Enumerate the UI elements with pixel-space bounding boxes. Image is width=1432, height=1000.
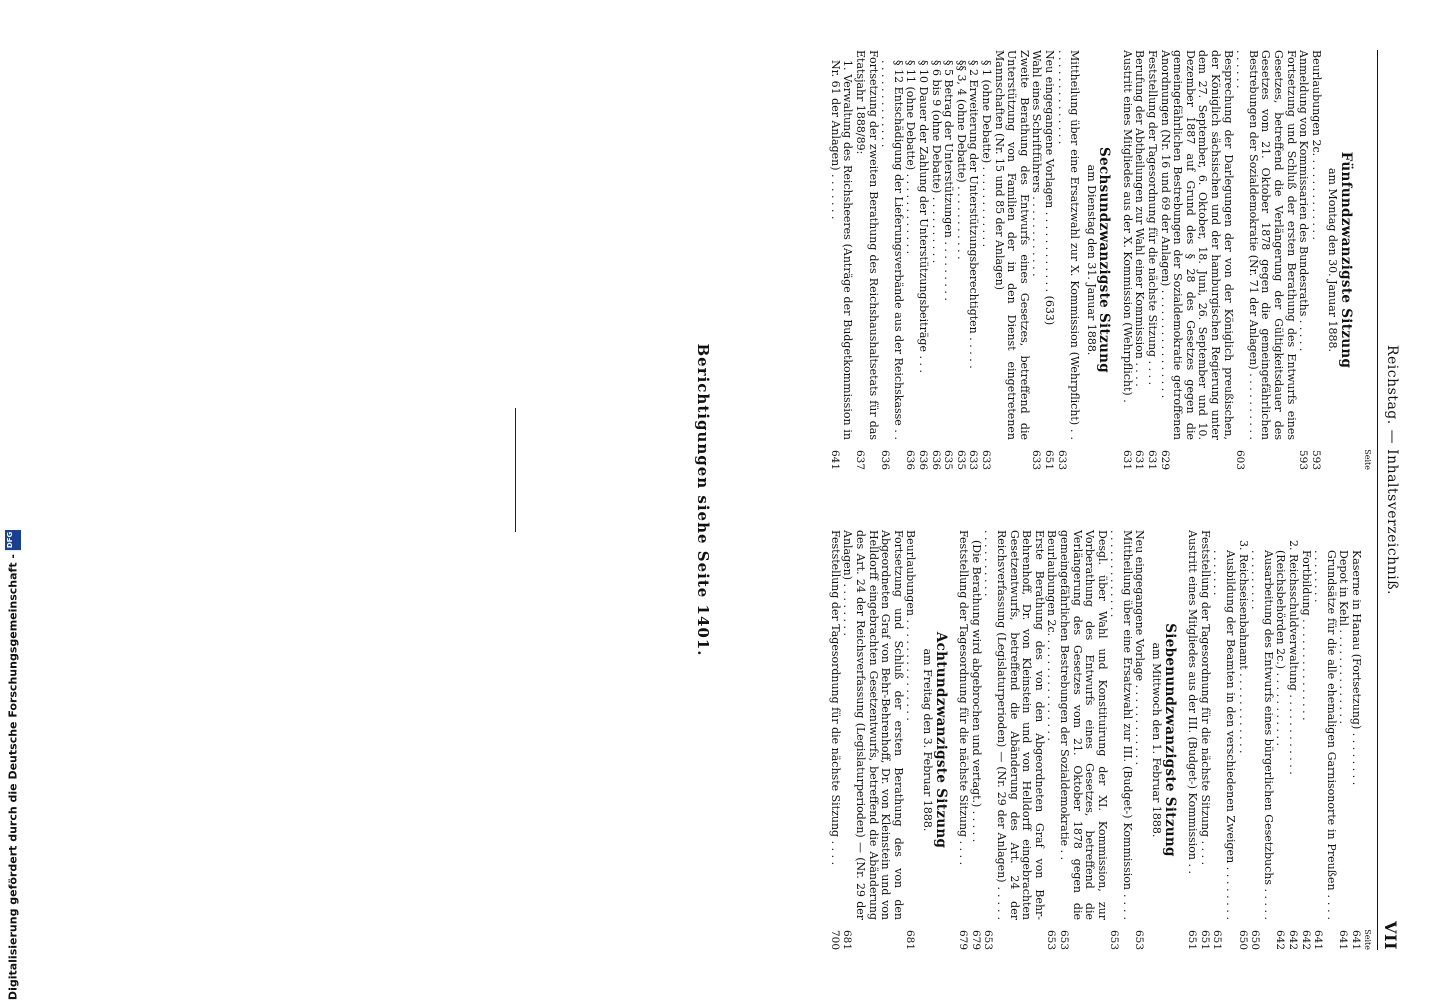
toc-entry xyxy=(992,50,1030,470)
entry-page-number: 653 xyxy=(1133,929,1146,950)
entry-text: § 10 Dauer der Zahlung der Unterstützungsbeiträge . . . xyxy=(917,60,930,373)
entry-text: (Die Berathung wird abgebrochen und vertagt.) . . . . . xyxy=(969,540,983,843)
toc-entry xyxy=(828,530,841,950)
entry-page-number: 679 xyxy=(957,929,970,950)
toc-entry xyxy=(841,530,904,950)
toc-entry xyxy=(967,50,980,470)
entry-page-number: 651 xyxy=(1186,929,1199,950)
entry-page-number: 633 xyxy=(1055,449,1068,470)
toc-entry xyxy=(1309,50,1322,470)
entry-page-number: 642 xyxy=(1299,929,1312,950)
page-numeral: VII xyxy=(1381,921,1400,950)
toc-entry xyxy=(904,530,917,950)
entry-page-number: 593 xyxy=(1309,449,1322,470)
berichtigungen-note: Berichtigungen siehe Seite 1401. xyxy=(694,343,712,657)
entry-text: Berufung der Abtheilungen zur Wahl einer Kommission . . . . xyxy=(1133,50,1147,387)
toc-entry xyxy=(957,530,970,950)
toc-entry xyxy=(1045,530,1058,950)
entry-text: Wahl eines Schriftführers . . . . . . . . . . . . xyxy=(1030,50,1044,277)
toc-entry xyxy=(1146,50,1159,470)
running-title: Reichstag. — Inhaltsverzeichniß. xyxy=(1384,344,1400,595)
entry-text: Kaserne in Hanau (Fortsetzung) . . . . . . . . xyxy=(1350,550,1363,786)
toc-entry xyxy=(1211,530,1236,950)
entry-text: Austritt eines Mitgliedes aus der III. (Budget-) Kommission . . xyxy=(1186,530,1200,874)
entry-page-number: 651 xyxy=(1042,449,1055,470)
toc-entry xyxy=(1133,530,1146,950)
entry-text: § 11 (ohne Debatte) . . . . . . . . . . . . xyxy=(904,60,918,255)
entry-text: § 1 (ohne Debatte) . . . . . . . . . . . . xyxy=(979,60,993,248)
entry-page-number: 653 xyxy=(1045,929,1058,950)
toc-entry xyxy=(1108,530,1133,950)
left-column xyxy=(828,50,1372,470)
entry-text: Mittheilung über eine Ersatzwahl zur III. (Budget-) Kommission . . . . . . . . . . . . . . . . . xyxy=(1108,530,1134,920)
entry-text: Beurlaubungen 2c. . . . . . . . . . . . . xyxy=(1309,50,1323,241)
entry-text: Depot in Kehl . . . . . . . . . . . . . . xyxy=(1337,550,1351,724)
entry-text: Anmeldung von Kommissarien des Bundesraths . . . . . xyxy=(1297,50,1311,352)
footer-text: Digitalisierung gefördert durch die Deutsche Forschungsgemeinschaft - xyxy=(6,553,20,1000)
spacer xyxy=(1356,50,1362,470)
entry-text: Neu eingegangene Vorlage . . . . . . . . . . . . xyxy=(1133,530,1147,766)
session-date: am Freitag den 3. Februar 1888. xyxy=(921,648,934,832)
entry-text: Grundsätze für die alle ehemaligen Garnisonorte in Preußen . . . . . . . . . . . . xyxy=(1312,550,1338,920)
digitization-footer xyxy=(0,0,26,1000)
toc-entry xyxy=(969,530,982,950)
entry-text: Feststellung der Tagesordnung für die nächste Sitzung . . . . xyxy=(1198,530,1212,866)
entry-text: 1. Verwaltung des Reichsheeres (Anträge der Budgetkommission in Nr. 61 der Anlagen) . . . . . . . xyxy=(828,60,855,440)
toc-entry xyxy=(1297,50,1310,470)
entry-text: § 6 bis 9 (ohne Debatte) . . . . . . . . . . xyxy=(929,60,943,264)
entry-text: Austritt eines Mitgliedes aus der X. Kommission (Wehrpflicht) . xyxy=(1120,50,1134,403)
entry-page-number: 631 xyxy=(1133,449,1146,470)
entry-page-number: 593 xyxy=(1297,449,1310,470)
entry-text: Feststellung der Tagesordnung für die nächste Sitzung . . . . xyxy=(957,530,971,866)
entry-page-number: 642 xyxy=(1274,929,1287,950)
toc-entry xyxy=(1158,50,1234,470)
entry-page-number: 636 xyxy=(879,449,892,470)
entry-page-number: 681 xyxy=(841,929,854,950)
right-column xyxy=(828,530,1372,950)
seite-label: Seite xyxy=(1363,449,1372,470)
entry-page-number: 641 xyxy=(828,449,841,470)
entry-text: Fortsetzung und Schluß der ersten Berathung des Entwurfs eines Gesetzes, betreffend die Verlängerung der Gültigkeitsdauer des Gesetzes vom 21. Oktober 1878 gegen die gemeingefährlichen Bestrebungen der Sozialdemokratie (Nr. 71 der Anlagen) . . . . . . . . . . . . . . . . xyxy=(1234,50,1298,440)
toc-entry xyxy=(1236,530,1249,950)
entry-page-number: 635 xyxy=(942,449,955,470)
entry-text: § 5 Betrag der Unterstützungen . . . . . . . . . xyxy=(942,60,956,301)
entry-page-number: 631 xyxy=(1120,449,1133,470)
entry-text: Ausbildung der Beamten in den verschiedenen Zweigen . . . . . . . . . . . . . . . xyxy=(1211,550,1238,920)
toc-entry xyxy=(1286,530,1299,950)
entry-text: Ausarbeitung des Entwurfs eines bürgerlichen Gesetzbuchs . . . . . . . . . . . . . . xyxy=(1249,550,1275,920)
entry-page-number: 653 xyxy=(982,929,995,950)
toc-entry xyxy=(1186,530,1199,950)
toc-entry xyxy=(929,50,942,470)
entry-text: Neu eingegangene Vorlagen . . . . . . . . . . . . (633) xyxy=(1042,50,1056,326)
dfg-logo-icon: DFG xyxy=(5,530,21,550)
entry-text: §§ 3, 4 (ohne Debatte) . . . . . . . . . . . xyxy=(954,60,968,260)
toc-entry xyxy=(853,50,878,470)
toc-entry xyxy=(1274,530,1287,950)
entry-page-number: 636 xyxy=(904,449,917,470)
toc-entry xyxy=(1337,530,1350,950)
session-title: Siebenundzwanzigste Sitzung xyxy=(1161,623,1178,857)
entry-page-number: 633 xyxy=(967,449,980,470)
entry-text: 3. Reichseisenbahnamt . . . . . . . . . . . . xyxy=(1236,540,1250,754)
entry-page-number: 636 xyxy=(929,449,942,470)
toc-entry xyxy=(828,50,853,470)
center-divider xyxy=(515,408,516,532)
entry-page-number: 681 xyxy=(904,929,917,950)
entry-page-number: 603 xyxy=(1234,449,1247,470)
entry-text: Fortsetzung und Schluß der ersten Berathung des von den Abgeordneten Graf von Behr-Behrenhoff, Dr. von Kleinstein und von Helldorff eingebrachten Gesetzentwurfs, betreffend die Abänderung des Art. 24 der Reichsverfassung (Legislaturperioden) — (Nr. 29 der Anlagen) . . . . . . . . xyxy=(841,530,905,920)
entry-text: Besprechung der Darlegungen der von der Königlich preußischen, der Königlich sächsischen und der hamburgischen Regierung unter dem 27. September, 6. Oktober, 18. Juni, 26. September und 10. Dezember 1887 auf Grund des § 28 des Gesetzes gegen die gemeingefährlichen Bestrebungen der Sozialdemokratie getroffenen Anordnungen (Nr. 16 und 69 der Anlagen) . . . . . . . . . . . . . . . . xyxy=(1158,50,1235,440)
session-date: am Dienstag den 31. Januar 1888. xyxy=(1084,164,1098,356)
entry-text: Feststellung der Tagesordnung für die nächste Sitzung . . . . xyxy=(828,530,842,866)
toc-entry xyxy=(1042,50,1055,470)
toc-entry xyxy=(1055,50,1080,470)
entry-page-number: 629 xyxy=(1158,449,1171,470)
entry-page-number: 633 xyxy=(1030,449,1043,470)
rotated-page xyxy=(657,50,1402,950)
entry-text: Fortsetzung der zweiten Berathung des Reichshaushaltsetats für das Etatsjahr 1888/89: xyxy=(854,50,880,440)
entry-page-number: 679 xyxy=(969,929,982,950)
entry-text: Feststellung der Tagesordnung für die nächste Sitzung . . . . xyxy=(1146,50,1160,386)
entry-text: (Reichsbehörden 2c.) . . . . . . . . . . . xyxy=(1274,550,1288,747)
entry-text: Beurlaubungen . . . . . . . . . . . . . . . xyxy=(904,530,918,721)
session-date: am Montag den 30. Januar 1888. xyxy=(1326,167,1340,353)
session-title: Fünfundzwanzigste Sitzung xyxy=(1338,151,1354,369)
entry-page-number: 641 xyxy=(1337,929,1350,950)
entry-text: Fortbildung . . . . . . . . . . . . . . . xyxy=(1299,550,1313,721)
session-title: Achtundzwanzigste Sitzung xyxy=(932,631,949,849)
toc-entry xyxy=(1349,530,1362,950)
toc-entry xyxy=(904,50,917,470)
toc-entry xyxy=(1120,50,1133,470)
toc-entry xyxy=(979,50,992,470)
entry-page-number: 650 xyxy=(1236,929,1249,950)
toc-entry xyxy=(916,50,929,470)
toc-entry xyxy=(982,530,1045,950)
entry-page-number: 641 xyxy=(1350,929,1362,950)
entry-text: Desgl. über Wahl und Konstituirung der XI. Kommission, zur Vorberathung des Entwurfs eines Gesetzes, betreffend die Verlängerung des Gesetzes vom 21. Oktober 1878 gegen die gemeingefährlichen Bestrebungen der Sozialdemokratie . . xyxy=(1057,530,1109,920)
toc-entry xyxy=(942,50,955,470)
entry-text: 2. Reichsschuldverwaltung . . . . . . . . . . . . xyxy=(1287,540,1301,775)
entry-page-number: 637 xyxy=(854,449,867,470)
toc-entry xyxy=(1249,530,1274,950)
entry-page-number: 653 xyxy=(1057,929,1070,950)
session-date: am Mittwoch den 1. Februar 1888. xyxy=(1150,642,1164,838)
entry-page-number: 651 xyxy=(1198,929,1211,950)
page-header xyxy=(1377,50,1402,950)
entry-page-number: 641 xyxy=(1312,929,1325,950)
entry-page-number: 700 xyxy=(828,929,841,950)
toc-entry xyxy=(1030,50,1043,470)
entry-text: Beurlaubungen 2c. . . . . . . . . . . . . . . . xyxy=(1045,530,1059,741)
session-title: Sechsundzwanzigste Sitzung xyxy=(1096,147,1113,373)
entry-text: § 2 Erweiterung der Unterstützungsberechtigten . . . . . xyxy=(967,60,981,369)
seite-label: Seite xyxy=(1363,929,1372,950)
toc-entry xyxy=(1057,530,1107,950)
toc-entry xyxy=(1234,50,1297,470)
toc-entry xyxy=(879,50,904,470)
entry-page-number: 653 xyxy=(1108,929,1121,950)
toc-entry xyxy=(1198,530,1211,950)
entry-page-number: 631 xyxy=(1146,449,1159,470)
toc-entry xyxy=(954,50,967,470)
entry-text: § 12 Entschädigung der Lieferungsverbände aus der Reichskasse . . . . . . . . . . . . . . . xyxy=(879,60,905,440)
entry-text: Mittheilung über eine Ersatzwahl zur X. Kommission (Wehrpflicht) . . . . . . . . . . . . . . . . xyxy=(1055,50,1082,440)
toc-entry xyxy=(1312,530,1337,950)
entry-page-number: 642 xyxy=(1287,929,1300,950)
entry-page-number: 635 xyxy=(954,449,967,470)
entry-page-number: 650 xyxy=(1249,929,1262,950)
entry-text: Erste Berathung des von den Abgeordneten Graf von Behr-Behrenhoff, Dr. von Kleinstein und von Helldorff eingebrachten Gesetzentwurfs, betreffend die Abänderung des Art. 24 der Reichsverfassung (Legislaturperioden) — (Nr. 29 der Anlagen) . . . . . . . . . . . . . . . xyxy=(982,530,1046,920)
entry-page-number: 651 xyxy=(1211,929,1224,950)
entry-page-number: 636 xyxy=(917,449,929,470)
entry-page-number: 633 xyxy=(979,449,992,470)
entry-text: Zweite Berathung des Entwurfs eines Gesetzes, betreffend die Unterstützung von Familien der in den Dienst eingetretenen Mannschaften (Nr. 15 und 85 der Anlagen) xyxy=(992,50,1031,440)
toc-entry xyxy=(1299,530,1312,950)
toc-entry xyxy=(1133,50,1146,470)
